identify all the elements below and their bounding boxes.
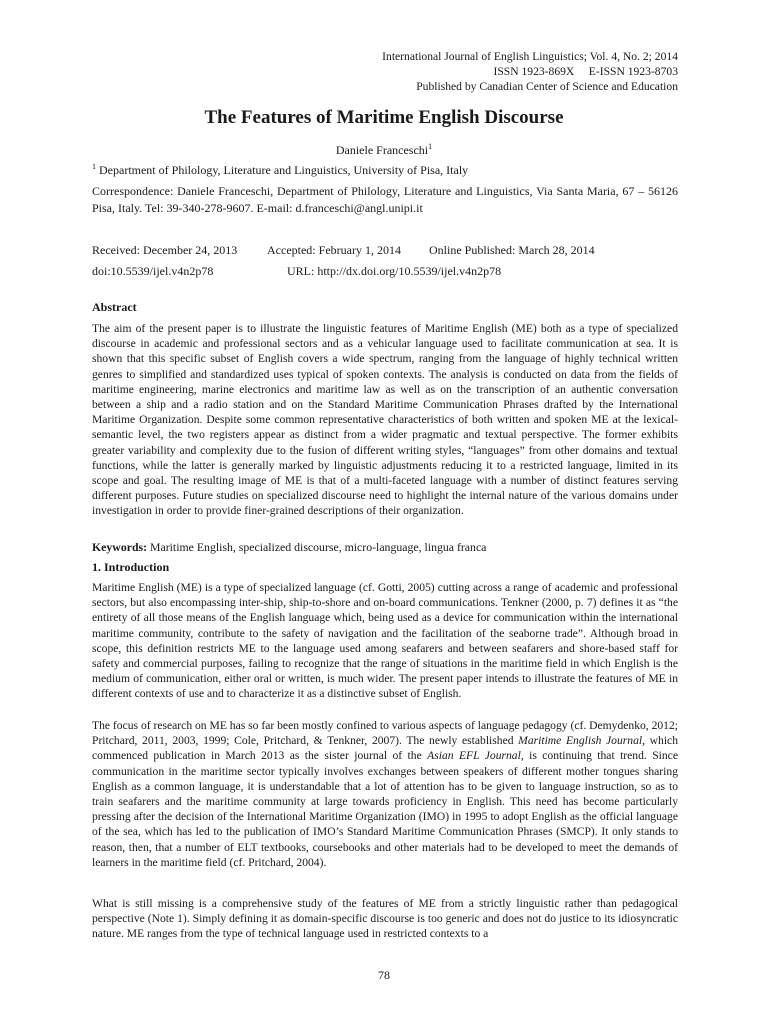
abstract-body xyxy=(92,321,678,519)
publisher-line: Published by Canadian Center of Science and Education xyxy=(416,80,678,93)
journal-name-italic-2: Asian EFL Journal xyxy=(427,749,521,763)
publication-dates xyxy=(92,240,595,282)
keywords-text: Maritime English, specialized discourse, micro-language, lingua franca xyxy=(150,540,487,554)
abstract-text: The aim of the present paper is to illustrate the linguistic features of Maritime English (ME) both as a type of specialized discourse in academic and professional sectors and as a vehicular language used to facilitate communication at sea. It is shown that this specific subset of English covers a wide spectrum, ranging from the language of highly technical written genres to simplified and standardized uses typical of spoken contexts. The analysis is conducted on data from the fields of maritime engineering, marine electronics and maritime law as well as on the transcription of an authentic conversation between a ship and a radio station and on the Standard Maritime Communication Phrases drafted by the International Maritime Organization. Despite some common representative characteristics of both written and spoken ME at the lexical-semantic level, the two registers appear as distinct from a wider pragmatic and textual perspective. The former exhibits greater variability and complexity due to the fusion of different writing styles, “languages” from other domains and textual functions, while the latter is generally marked by linguistic adjustments reducing it to a restricted language, limited in its scope and goal. The resulting image of ME is that of a multi-faceted language with a number of distinct features serving different purposes. Future studies on specialized discourse need to highlight the internal nature of the various domains under investigation in order to provide finer-grained descriptions of their organization. xyxy=(92,322,678,518)
affiliation xyxy=(92,162,468,178)
accepted-date: Accepted: February 1, 2014 xyxy=(267,243,401,257)
intro-p2-part-c: , is continuing that trend. Since communication in the maritime sector typically involves exchanges between speakers of different mother tongues sharing English as a common language, it is understandable that a lot of attention has to be given to language instruction, so as to train seafarers and the maritime community at large towards proficiency in English. This need has become particularly pressing after the decision of the International Maritime Organization (IMO) in 1995 to adopt English as the official language of the sea, which has led to the publication of IMO’s Standard Maritime Communication Phrases (SMCP). It only stands to reason, then, that a number of ELT textbooks, coursebooks and other materials had to be developed to meet the demands of learners in the maritime field (cf. Pritchard, 2004). xyxy=(92,749,678,869)
author-line xyxy=(0,142,768,158)
intro-p2-part-b: , which commenced publication in March 2013 as the sister journal of the xyxy=(92,734,678,763)
author-superscript: 1 xyxy=(428,142,433,151)
journal-citation: International Journal of English Linguistics; Vol. 4, No. 2; 2014 xyxy=(382,50,678,63)
keywords-label: Keywords: xyxy=(92,540,148,554)
received-date: Received: December 24, 2013 xyxy=(92,243,238,257)
author-name: Daniele Franceschi xyxy=(335,143,429,157)
intro-paragraph-1-text: Maritime English (ME) is a type of specialized language (cf. Gotti, 2005) cutting across a range of academic and professional sectors, but also encompassing inter-ship, ship-to-shore and on-board communications. Tenkner (2000, p. 7) defines it as “the entirety of all those means of the English language which, being used as a device for communication within the international maritime community, contribute to the safety of navigation and the facilitation of the seaborne trade”. Although broad in scope, this definition restricts ME to the language used among seafarers and between seafarers and shore-based staff for safety and commercial purposes, failing to recognize that the range of situations in the maritime field in which English is the medium of communication, either oral or written, is much wider. The present paper intends to illustrate the features of ME in different contexts of use and to characterize it as a distinctive subset of English. xyxy=(92,581,678,701)
intro-paragraph-3-text: What is still missing is a comprehensive study of the features of ME from a strictly linguistic rather than pedagogical perspective (Note 1). Simply defining it as domain-specific discourse is too generic and does not do justice to its idiosyncratic nature. ME ranges from the type of technical language used in restricted contexts to a xyxy=(92,897,678,941)
journal-header xyxy=(382,49,678,94)
page-number: 78 xyxy=(378,968,390,982)
correspondence: Correspondence: Daniele Franceschi, Department of Philology, Literature and Linguistics, Via Santa Maria, 67 – 56126 Pisa, Italy. Tel: 39-340-278-9607. E-mail: d.franceschi@angl.unipi.it xyxy=(92,184,678,215)
doi-url-link[interactable]: URL: http://dx.doi.org/10.5539/ijel.v4n2p78 xyxy=(287,264,502,278)
section-heading-introduction: 1. Introduction xyxy=(92,560,170,574)
intro-paragraph-2 xyxy=(92,718,678,870)
affiliation-text: Department of Philology, Literature and Linguistics, University of Pisa, Italy xyxy=(99,163,469,177)
keywords xyxy=(92,540,486,555)
paper-title: The Features of Maritime English Discourse xyxy=(204,107,564,128)
affiliation-superscript: 1 xyxy=(92,162,96,171)
issn-line: ISSN 1923-869X E-ISSN 1923-8703 xyxy=(493,65,678,78)
published-date: Online Published: March 28, 2014 xyxy=(429,243,595,257)
intro-paragraph-3 xyxy=(92,896,678,942)
doi[interactable]: doi:10.5539/ijel.v4n2p78 xyxy=(92,264,214,278)
abstract-heading: Abstract xyxy=(92,300,137,314)
intro-p2-part-a: The focus of research on ME has so far been mostly confined to various aspects of language pedagogy (cf. Demydenko, 2012; Pritchard, 2011, 2003, 1999; Cole, Pritchard, & Tenkner, 2007). The newly established xyxy=(92,719,678,748)
journal-name-italic: Maritime English Journal xyxy=(518,734,643,748)
intro-paragraph-1 xyxy=(92,580,678,702)
